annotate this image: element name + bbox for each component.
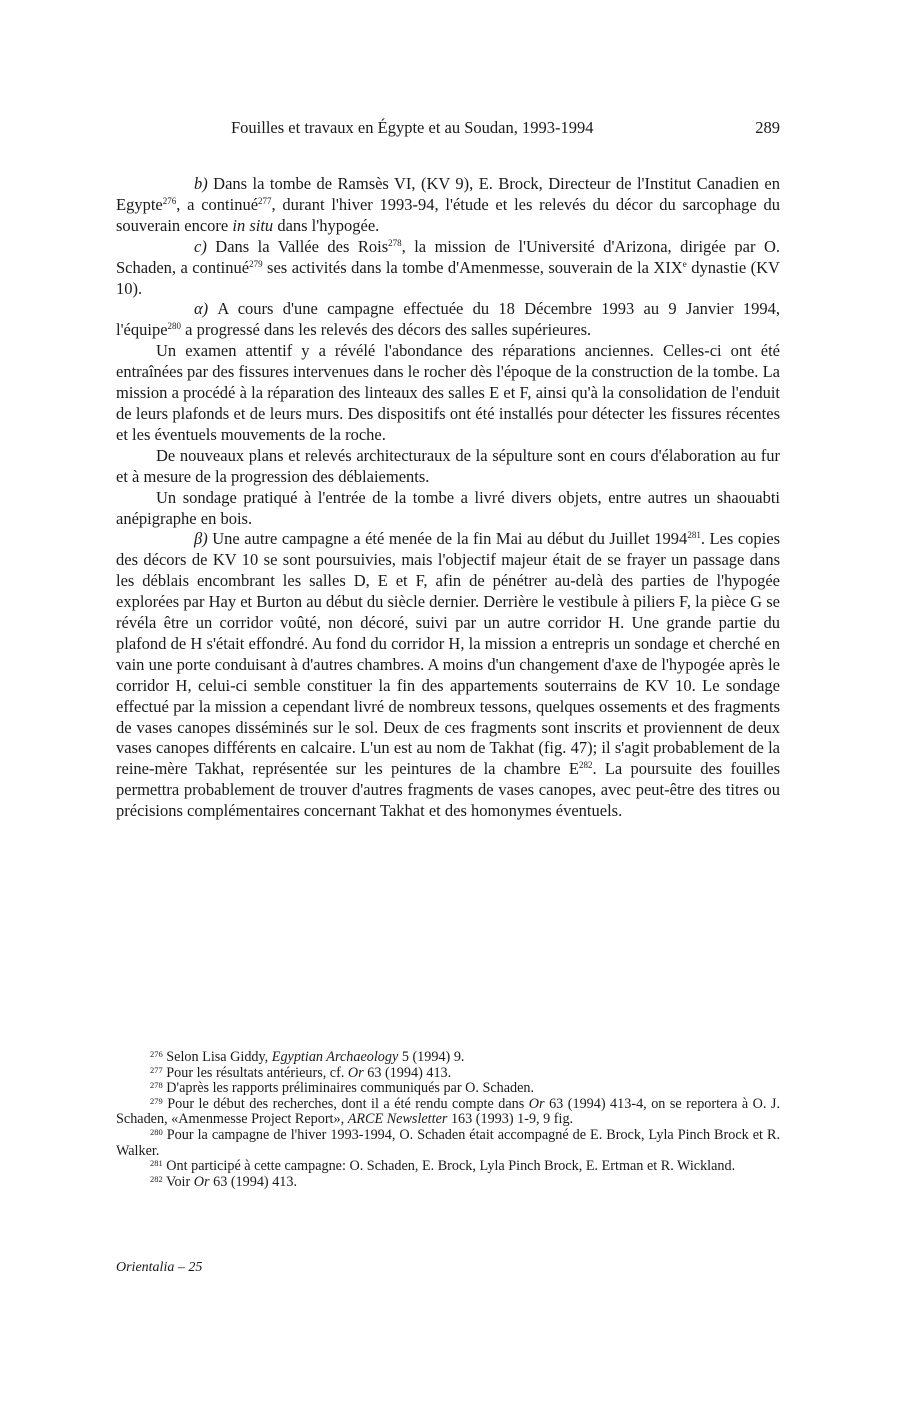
item-label: b) [194, 174, 208, 193]
paragraph-b: b) Dans la tombe de Ramsès VI, (KV 9), E. Brock, Directeur de l'Institut Canadien en Egypte$^{276}$, a continué$^{277}$, durant l'hiver 1993-94, l'étude et les relevés du décor du sarcophage du souverain encore in situ dans l'hypogée. [116, 174, 781, 235]
item-label: β) [194, 529, 208, 549]
paragraph: Un examen attentif y a révélé l'abondance des réparations anciennes. Celles-ci ont été entraînées par des fissures intervenues dans le rocher dès l'époque de la construction de la tombe. La mission a procédé à la réparation des linteaux des salles E et F, ainsi qu'à la consolidation de l'enduit de leurs plafonds et de leurs murs. Des dispositifs ont été installés pour détecter les fissures récentes et les éventuels mouvements de la roche. [116, 341, 780, 444]
paragraph-c: c) Dans la Vallée des Rois$^{278}$, la mission de l'Université d'Arizona, dirigée par O. Schaden, a continué$^{279}$ ses activités dans la tombe d'Amenmesse, souverain de la XIXe dynastie (KV 10). [116, 236, 780, 298]
footnote-ref: 276 [162, 195, 177, 206]
main-text [116, 174, 780, 822]
footnote-ref: 282 [578, 760, 593, 771]
item-label: α) [194, 299, 209, 319]
running-header [116, 118, 780, 142]
footnotes [116, 1050, 780, 1190]
footnote-ref: 279 [249, 258, 263, 269]
footnote-ref: 280 [167, 321, 182, 332]
running-title: Fouilles et travaux en Égypte et au Soudan, 1993-1994 [231, 118, 594, 137]
footnote-ref: 281 [687, 530, 701, 541]
footnote-ref: 277 [258, 195, 272, 206]
paragraph: Un sondage pratiqué à l'entrée de la tombe a livré divers objets, entre autres un shaouabti anépigraphe en bois. [116, 487, 780, 528]
paragraph: De nouveaux plans et relevés architecturaux de la sépulture sont en cours d'élaboration au fur et à mesure de la progression des déblaiements. [116, 445, 780, 486]
item-label: c) [194, 236, 207, 256]
footnote: $^{276}$ Selon Lisa Giddy, Egyptian Archaeology 5 (1994) 9. [150, 1049, 465, 1065]
paragraph-alpha: α) A cours d'une campagne effectuée du 18 Décembre 1993 au 9 Janvier 1994, l'équipe$^{280}$ a progressé dans les relevés des décors des salles supérieures. [116, 299, 780, 340]
footnote: $^{280}$ Pour la campagne de l'hiver 1993-1994, O. Schaden était accompagné de E. Brock, Lyla Pinch Brock et R. Walker. [116, 1126, 780, 1159]
page-number: 289 [755, 118, 780, 137]
paragraph-beta: β) Une autre campagne a été menée de la fin Mai au début du Juillet 1994$^{281}$. Les copies des décors de KV 10 se sont poursuivies, mais l'objectif majeur était de se frayer un passage dans les déblais encombrant les salles D, E et F, afin de pénétrer au-delà des parties de l'hypogée explorées par Hay et Burton au début du siècle dernier. Derrière le vestibule à piliers F, la pièce G se révéla être un corridor voûté, non décoré, suivi par un autre corridor H. Une grande partie du plafond de H s'était effondré. Au fond du corridor H, la mission a entrepris un sondage et cherché en vain une porte conduisant à d'autres chambres. A moins d'un changement d'axe de l'hypogée après le corridor H, celui-ci semble constituer la fin des appartements souterrains de KV 10. Le sondage effectué par la mission a cependant livré de nombreux tessons, quelques ossements et des fragments de vases canopes disséminés sur le sol. Deux de ces fragments sont inscrits et proviennent de deux vases canopes différents en calcaire. L'un est au nom de Takhat (fig. 47); il s'agit probablement de la reine-mère Takhat, représentée sur les peintures de la chambre $E^{282}$. La poursuite des fouilles permettra probablement de trouver d'autres fragments de vases canopes, avec peut-être des titres ou précisions complémentaires concernant Takhat et des homonymes éventuels. [116, 529, 781, 821]
footnote-ref: 278 [388, 237, 402, 248]
footnote: $^{279}$ Pour le début des recherches, dont il a été rendu compte dans Or 63 (1994) 413-4, on se reportera à O. J. Schaden, «Amenmesse Project Report», ARCE Newsletter 163 (1993) 1-9, 9 fig. [116, 1095, 780, 1128]
footnote: $^{278}$ D'après les rapports préliminaires communiqués par O. Schaden. [150, 1080, 535, 1097]
page-footer: Orientalia – 25 [116, 1260, 203, 1275]
footnote: $^{281}$ Ont participé à cette campagne: O. Schaden, E. Brock, Lyla Pinch Brock, E. Ertman et R. Wickland. [150, 1158, 736, 1175]
footnote: $^{282}$ Voir Or 63 (1994) 413. [150, 1173, 298, 1190]
footnote: $^{277}$ Pour les résultats antérieurs, cf. Or 63 (1994) 413. [150, 1064, 452, 1081]
